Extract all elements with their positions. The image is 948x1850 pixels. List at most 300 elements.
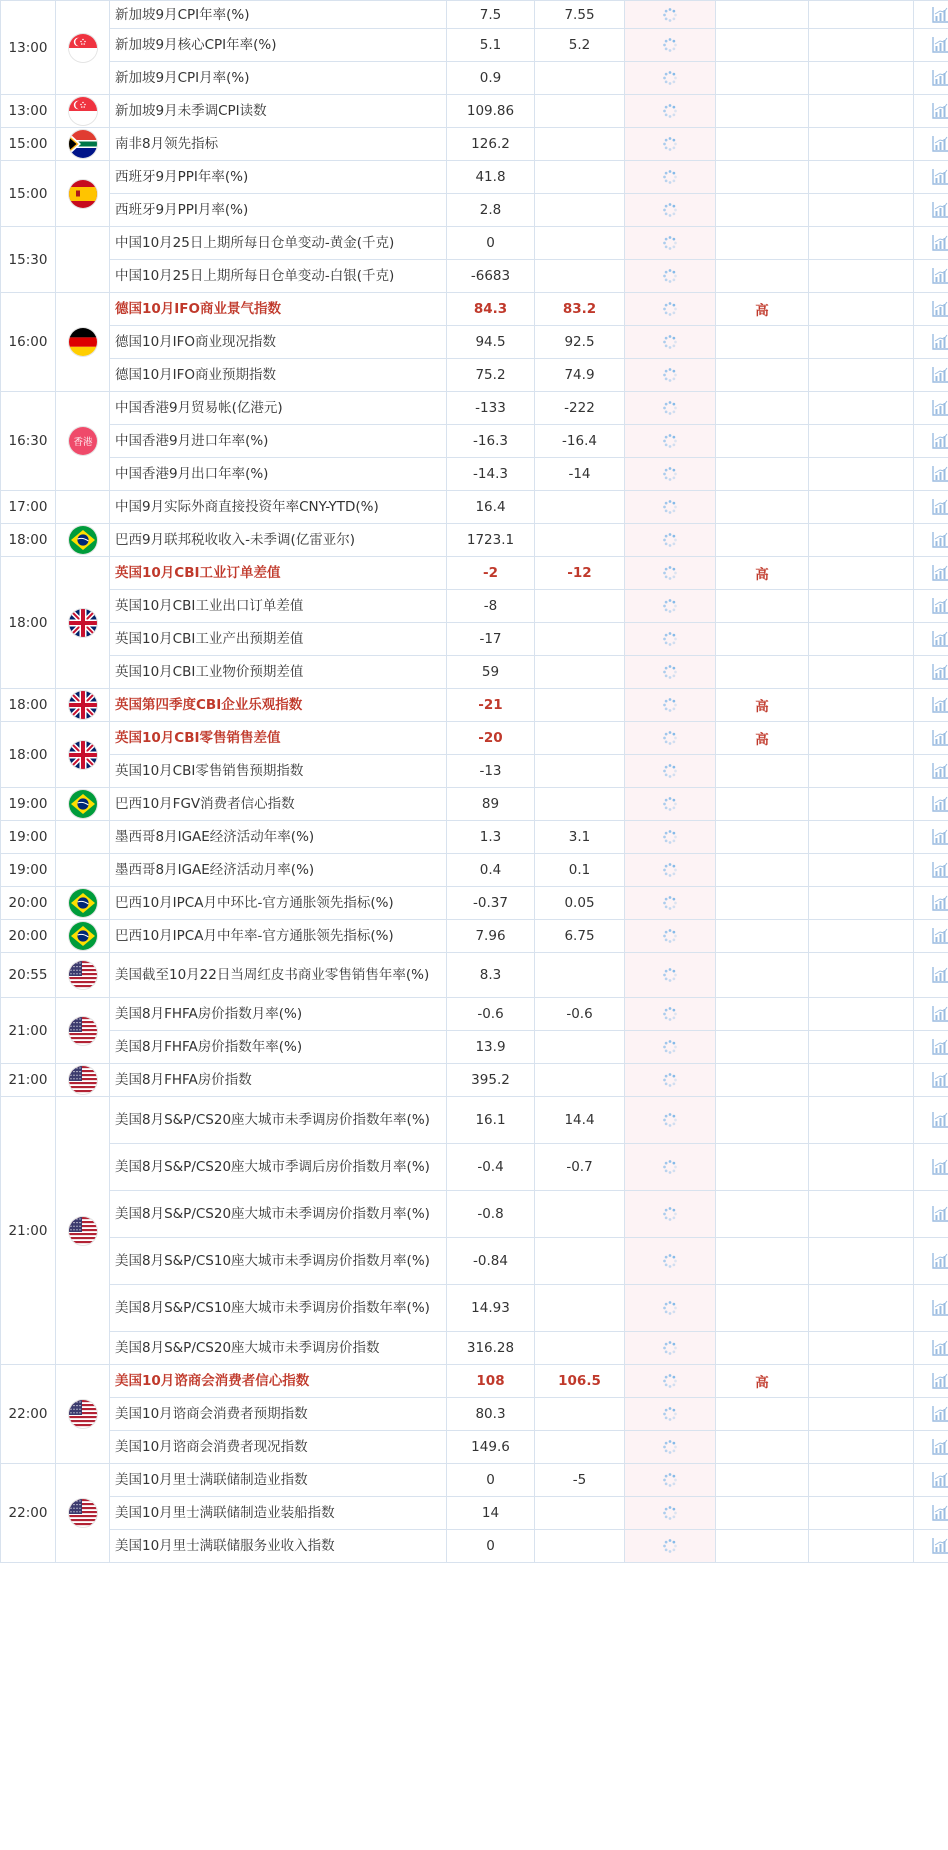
uk-flag-icon: [69, 691, 97, 719]
chart-icon[interactable]: [931, 1299, 948, 1317]
chart-icon[interactable]: [931, 1504, 948, 1522]
chart-icon[interactable]: [931, 366, 948, 384]
calendar-row: [1, 491, 948, 524]
previous-value: 126.2: [447, 128, 535, 161]
country-flag-cell: [56, 293, 110, 392]
event-name[interactable]: 西班牙9月PPI月率(%): [110, 194, 447, 227]
chart-icon[interactable]: [931, 399, 948, 417]
event-name[interactable]: 美国截至10月22日当周红皮书商业零售销售年率(%): [110, 953, 447, 998]
chart-cell[interactable]: [914, 1285, 948, 1332]
actual-value: [625, 953, 716, 998]
chart-cell[interactable]: [914, 689, 948, 722]
chart-cell[interactable]: [914, 788, 948, 821]
actual-value: [625, 1530, 716, 1563]
chart-cell[interactable]: [914, 854, 948, 887]
chart-cell[interactable]: [914, 1431, 948, 1464]
forecast-value: [535, 260, 625, 293]
chart-icon[interactable]: [931, 828, 948, 846]
forecast-value: [535, 194, 625, 227]
event-time: 18:00: [1, 689, 56, 722]
chart-cell[interactable]: [914, 62, 948, 95]
chart-cell[interactable]: [914, 755, 948, 788]
event-name[interactable]: 英国10月CBI零售销售预期指数: [110, 755, 447, 788]
calendar-row: [1, 161, 948, 194]
forecast-value: [535, 656, 625, 689]
event-name[interactable]: 美国8月S&P/CS10座大城市未季调房价指数年率(%): [110, 1285, 447, 1332]
interpretation-cell: [809, 524, 914, 557]
importance-badge: [716, 821, 809, 854]
chart-cell[interactable]: [914, 821, 948, 854]
chart-cell[interactable]: [914, 95, 948, 128]
previous-value: 41.8: [447, 161, 535, 194]
event-time: 15:30: [1, 227, 56, 293]
country-flag-cell: [56, 161, 110, 227]
chart-icon[interactable]: [931, 1372, 948, 1390]
loading-spinner-icon: [662, 598, 678, 614]
loading-spinner-icon: [662, 1439, 678, 1455]
previous-value: -16.3: [447, 425, 535, 458]
calendar-row: [1, 425, 948, 458]
chart-icon[interactable]: [931, 630, 948, 648]
actual-value: [625, 557, 716, 590]
singapore-flag-icon: [69, 34, 97, 62]
chart-icon[interactable]: [931, 1471, 948, 1489]
event-name[interactable]: 巴西10月FGV消费者信心指数: [110, 788, 447, 821]
loading-spinner-icon: [662, 7, 678, 23]
chart-cell[interactable]: [914, 128, 948, 161]
interpretation-cell: [809, 458, 914, 491]
importance-badge: [716, 128, 809, 161]
loading-spinner-icon: [662, 268, 678, 284]
calendar-row: [1, 1332, 948, 1365]
previous-value: 84.3: [447, 293, 535, 326]
event-name[interactable]: 墨西哥8月IGAE经济活动月率(%): [110, 854, 447, 887]
loading-spinner-icon: [662, 1300, 678, 1316]
actual-value: [625, 590, 716, 623]
us-flag-icon: [69, 1217, 97, 1245]
event-name[interactable]: 美国10月谘商会消费者信心指数: [110, 1365, 447, 1398]
event-name[interactable]: 新加坡9月核心CPI年率(%): [110, 29, 447, 62]
importance-badge: [716, 359, 809, 392]
loading-spinner-icon: [662, 730, 678, 746]
chart-cell[interactable]: [914, 359, 948, 392]
chart-icon[interactable]: [931, 1005, 948, 1023]
loading-spinner-icon: [662, 565, 678, 581]
chart-cell[interactable]: [914, 953, 948, 998]
importance-badge: [716, 1097, 809, 1144]
interpretation-cell: [809, 1031, 914, 1064]
forecast-value: [535, 1398, 625, 1431]
actual-value: [625, 1365, 716, 1398]
importance-badge: 高: [716, 689, 809, 722]
interpretation-cell: [809, 920, 914, 953]
chart-cell[interactable]: [914, 524, 948, 557]
forecast-value: -0.7: [535, 1144, 625, 1191]
actual-value: [625, 854, 716, 887]
interpretation-cell: [809, 194, 914, 227]
event-name[interactable]: 英国10月CBI零售销售差值: [110, 722, 447, 755]
calendar-row: [1, 623, 948, 656]
chart-icon[interactable]: [931, 861, 948, 879]
event-name[interactable]: 中国香港9月贸易帐(亿港元): [110, 392, 447, 425]
event-name[interactable]: 巴西9月联邦税收收入-未季调(亿雷亚尔): [110, 524, 447, 557]
event-name[interactable]: 美国10月里士满联储制造业指数: [110, 1464, 447, 1497]
chart-cell[interactable]: [914, 722, 948, 755]
chart-icon[interactable]: [931, 102, 948, 120]
previous-value: -0.84: [447, 1238, 535, 1285]
country-flag-cell: [56, 887, 110, 920]
interpretation-cell: [809, 95, 914, 128]
calendar-row: [1, 998, 948, 1031]
chart-icon[interactable]: [931, 795, 948, 813]
interpretation-cell: [809, 656, 914, 689]
actual-value: [625, 29, 716, 62]
forecast-value: -0.6: [535, 998, 625, 1031]
event-name[interactable]: 美国8月S&P/CS20座大城市未季调房价指数年率(%): [110, 1097, 447, 1144]
previous-value: 7.96: [447, 920, 535, 953]
chart-icon[interactable]: [931, 531, 948, 549]
chart-cell[interactable]: [914, 194, 948, 227]
event-time: 16:30: [1, 392, 56, 491]
event-time: 22:00: [1, 1464, 56, 1563]
calendar-row: [1, 95, 948, 128]
event-name[interactable]: 英国10月CBI工业订单差值: [110, 557, 447, 590]
forecast-value: [535, 1332, 625, 1365]
event-name[interactable]: 美国10月谘商会消费者预期指数: [110, 1398, 447, 1431]
event-time: 15:00: [1, 128, 56, 161]
actual-value: [625, 788, 716, 821]
chart-icon[interactable]: [931, 1537, 948, 1555]
chart-icon[interactable]: [931, 1405, 948, 1423]
previous-value: -20: [447, 722, 535, 755]
event-name[interactable]: 美国10月谘商会消费者现况指数: [110, 1431, 447, 1464]
interpretation-cell: [809, 491, 914, 524]
event-name[interactable]: 新加坡9月未季调CPI读数: [110, 95, 447, 128]
event-name[interactable]: 中国香港9月出口年率(%): [110, 458, 447, 491]
chart-icon[interactable]: [931, 1071, 948, 1089]
calendar-row: [1, 260, 948, 293]
country-flag-cell: [56, 491, 110, 524]
interpretation-cell: [809, 1238, 914, 1285]
chart-cell[interactable]: [914, 1064, 948, 1097]
forecast-value: [535, 1031, 625, 1064]
chart-icon[interactable]: [931, 729, 948, 747]
importance-badge: [716, 1064, 809, 1097]
chart-cell[interactable]: [914, 1464, 948, 1497]
calendar-row: [1, 392, 948, 425]
event-name[interactable]: 中国香港9月进口年率(%): [110, 425, 447, 458]
interpretation-cell: [809, 887, 914, 920]
country-flag-cell: [56, 1, 110, 95]
interpretation-cell: [809, 1144, 914, 1191]
calendar-row: [1, 1097, 948, 1144]
chart-icon[interactable]: [931, 333, 948, 351]
chart-icon[interactable]: [931, 1205, 948, 1223]
chart-cell[interactable]: [914, 1398, 948, 1431]
loading-spinner-icon: [662, 1253, 678, 1269]
previous-value: 1723.1: [447, 524, 535, 557]
event-name[interactable]: 巴西10月IPCA月中年率-官方通胀领先指标(%): [110, 920, 447, 953]
country-flag-cell: [56, 524, 110, 557]
chart-icon[interactable]: [931, 894, 948, 912]
interpretation-cell: [809, 227, 914, 260]
interpretation-cell: [809, 1464, 914, 1497]
chart-cell[interactable]: [914, 326, 948, 359]
event-name[interactable]: 美国8月S&P/CS20座大城市季调后房价指数月率(%): [110, 1144, 447, 1191]
spain-flag-icon: [69, 180, 97, 208]
chart-icon[interactable]: [931, 1339, 948, 1357]
previous-value: 0.4: [447, 854, 535, 887]
event-name[interactable]: 美国10月里士满联储制造业装船指数: [110, 1497, 447, 1530]
chart-icon[interactable]: [931, 135, 948, 153]
chart-icon[interactable]: [931, 696, 948, 714]
event-time: 15:00: [1, 161, 56, 227]
event-name[interactable]: 英国10月CBI工业物价预期差值: [110, 656, 447, 689]
chart-cell[interactable]: [914, 1497, 948, 1530]
previous-value: -17: [447, 623, 535, 656]
us-flag-icon: [69, 1066, 97, 1094]
previous-value: 0: [447, 1530, 535, 1563]
loading-spinner-icon: [662, 1072, 678, 1088]
forecast-value: 92.5: [535, 326, 625, 359]
importance-badge: [716, 95, 809, 128]
chart-icon[interactable]: [931, 1438, 948, 1456]
chart-cell[interactable]: [914, 161, 948, 194]
chart-icon[interactable]: [931, 663, 948, 681]
chart-cell[interactable]: [914, 1365, 948, 1398]
forecast-value: [535, 788, 625, 821]
event-name[interactable]: 美国8月S&P/CS10座大城市未季调房价指数月率(%): [110, 1238, 447, 1285]
event-name[interactable]: 美国8月FHFA房价指数年率(%): [110, 1031, 447, 1064]
country-flag-cell: [56, 1464, 110, 1563]
us-flag-icon: [69, 1499, 97, 1527]
germany-flag-icon: [69, 328, 97, 356]
country-flag-cell: [56, 689, 110, 722]
event-name[interactable]: 德国10月IFO商业现况指数: [110, 326, 447, 359]
chart-icon[interactable]: [931, 1038, 948, 1056]
importance-badge: [716, 590, 809, 623]
forecast-value: [535, 689, 625, 722]
chart-icon[interactable]: [931, 498, 948, 516]
south-africa-flag-icon: [69, 130, 97, 158]
forecast-value: [535, 95, 625, 128]
forecast-value: 6.75: [535, 920, 625, 953]
importance-badge: [716, 755, 809, 788]
loading-spinner-icon: [662, 433, 678, 449]
loading-spinner-icon: [662, 895, 678, 911]
loading-spinner-icon: [662, 334, 678, 350]
chart-cell[interactable]: [914, 1, 948, 29]
importance-badge: [716, 1497, 809, 1530]
event-name[interactable]: 英国10月CBI工业产出预期差值: [110, 623, 447, 656]
event-time: 16:00: [1, 293, 56, 392]
chart-icon[interactable]: [931, 1252, 948, 1270]
interpretation-cell: [809, 62, 914, 95]
calendar-row: [1, 293, 948, 326]
event-name[interactable]: 美国8月FHFA房价指数: [110, 1064, 447, 1097]
importance-badge: [716, 161, 809, 194]
event-name[interactable]: 墨西哥8月IGAE经济活动年率(%): [110, 821, 447, 854]
event-time: 19:00: [1, 854, 56, 887]
chart-icon[interactable]: [931, 1158, 948, 1176]
actual-value: [625, 293, 716, 326]
chart-icon[interactable]: [931, 234, 948, 252]
interpretation-cell: [809, 326, 914, 359]
chart-cell[interactable]: [914, 458, 948, 491]
previous-value: 108: [447, 1365, 535, 1398]
loading-spinner-icon: [662, 367, 678, 383]
chart-cell[interactable]: [914, 1191, 948, 1238]
chart-cell[interactable]: [914, 623, 948, 656]
chart-cell[interactable]: [914, 1238, 948, 1285]
country-flag-cell: [56, 953, 110, 998]
event-name[interactable]: 英国第四季度CBI企业乐观指数: [110, 689, 447, 722]
event-name[interactable]: 南非8月领先指标: [110, 128, 447, 161]
interpretation-cell: [809, 1285, 914, 1332]
us-flag-icon: [69, 961, 97, 989]
chart-icon[interactable]: [931, 267, 948, 285]
calendar-row: [1, 1530, 948, 1563]
loading-spinner-icon: [662, 1006, 678, 1022]
forecast-value: 83.2: [535, 293, 625, 326]
brazil-flag-icon: [69, 526, 97, 554]
event-name[interactable]: 中国10月25日上期所每日仓单变动-白银(千克): [110, 260, 447, 293]
interpretation-cell: [809, 788, 914, 821]
importance-badge: [716, 260, 809, 293]
chart-cell[interactable]: [914, 887, 948, 920]
previous-value: 7.5: [447, 1, 535, 29]
chart-icon[interactable]: [931, 966, 948, 984]
actual-value: [625, 260, 716, 293]
actual-value: [625, 1097, 716, 1144]
loading-spinner-icon: [662, 1406, 678, 1422]
chart-cell[interactable]: [914, 920, 948, 953]
chart-icon[interactable]: [931, 762, 948, 780]
event-name[interactable]: 西班牙9月PPI年率(%): [110, 161, 447, 194]
previous-value: 0: [447, 227, 535, 260]
event-name[interactable]: 美国8月S&P/CS20座大城市未季调房价指数月率(%): [110, 1191, 447, 1238]
calendar-row: [1, 689, 948, 722]
actual-value: [625, 425, 716, 458]
calendar-row: [1, 128, 948, 161]
event-name[interactable]: 德国10月IFO商业预期指数: [110, 359, 447, 392]
loading-spinner-icon: [662, 37, 678, 53]
interpretation-cell: [809, 1191, 914, 1238]
chart-icon[interactable]: [931, 201, 948, 219]
chart-cell[interactable]: [914, 425, 948, 458]
event-name[interactable]: 巴西10月IPCA月中环比-官方通胀领先指标(%): [110, 887, 447, 920]
country-flag-cell: [56, 1365, 110, 1464]
event-name[interactable]: 中国9月实际外商直接投资年率CNY-YTD(%): [110, 491, 447, 524]
chart-cell[interactable]: [914, 1097, 948, 1144]
event-name[interactable]: 美国8月S&P/CS20座大城市未季调房价指数: [110, 1332, 447, 1365]
event-time: 18:00: [1, 722, 56, 788]
calendar-row: [1, 29, 948, 62]
loading-spinner-icon: [662, 1472, 678, 1488]
importance-badge: [716, 998, 809, 1031]
event-name[interactable]: 英国10月CBI工业出口订单差值: [110, 590, 447, 623]
country-flag-cell: [56, 128, 110, 161]
chart-cell[interactable]: [914, 557, 948, 590]
chart-cell[interactable]: [914, 998, 948, 1031]
importance-badge: [716, 920, 809, 953]
forecast-value: [535, 755, 625, 788]
chart-icon[interactable]: [931, 300, 948, 318]
chart-cell[interactable]: [914, 227, 948, 260]
event-time: 20:55: [1, 953, 56, 998]
previous-value: 5.1: [447, 29, 535, 62]
previous-value: 13.9: [447, 1031, 535, 1064]
chart-cell[interactable]: [914, 656, 948, 689]
previous-value: 0: [447, 1464, 535, 1497]
actual-value: [625, 1, 716, 29]
calendar-row: [1, 755, 948, 788]
loading-spinner-icon: [662, 763, 678, 779]
country-flag-cell: [56, 788, 110, 821]
actual-value: [625, 458, 716, 491]
forecast-value: [535, 1285, 625, 1332]
loading-spinner-icon: [662, 829, 678, 845]
chart-cell[interactable]: [914, 590, 948, 623]
loading-spinner-icon: [662, 664, 678, 680]
chart-icon[interactable]: [931, 168, 948, 186]
chart-cell[interactable]: [914, 491, 948, 524]
importance-badge: [716, 788, 809, 821]
loading-spinner-icon: [662, 301, 678, 317]
event-name[interactable]: 美国10月里士满联储服务业收入指数: [110, 1530, 447, 1563]
chart-icon[interactable]: [931, 36, 948, 54]
chart-icon[interactable]: [931, 6, 948, 24]
chart-icon[interactable]: [931, 465, 948, 483]
calendar-row: [1, 722, 948, 755]
country-flag-cell: [56, 854, 110, 887]
event-name[interactable]: 新加坡9月CPI年率(%): [110, 1, 447, 29]
calendar-row: [1, 1464, 948, 1497]
chart-cell[interactable]: [914, 1530, 948, 1563]
loading-spinner-icon: [662, 928, 678, 944]
event-name[interactable]: 美国8月FHFA房价指数月率(%): [110, 998, 447, 1031]
chart-cell[interactable]: [914, 1144, 948, 1191]
chart-icon[interactable]: [931, 564, 948, 582]
actual-value: [625, 1144, 716, 1191]
event-name[interactable]: 新加坡9月CPI月率(%): [110, 62, 447, 95]
loading-spinner-icon: [662, 631, 678, 647]
interpretation-cell: [809, 1530, 914, 1563]
chart-cell[interactable]: [914, 1332, 948, 1365]
event-name[interactable]: 德国10月IFO商业景气指数: [110, 293, 447, 326]
chart-cell[interactable]: [914, 1031, 948, 1064]
chart-icon[interactable]: [931, 927, 948, 945]
chart-cell[interactable]: [914, 29, 948, 62]
calendar-row: [1, 227, 948, 260]
chart-cell[interactable]: [914, 293, 948, 326]
event-name[interactable]: 中国10月25日上期所每日仓单变动-黄金(千克): [110, 227, 447, 260]
forecast-value: 7.55: [535, 1, 625, 29]
chart-icon[interactable]: [931, 597, 948, 615]
calendar-row: [1, 920, 948, 953]
chart-cell[interactable]: [914, 392, 948, 425]
country-flag-cell: [56, 95, 110, 128]
chart-cell[interactable]: [914, 260, 948, 293]
chart-icon[interactable]: [931, 432, 948, 450]
chart-icon[interactable]: [931, 1111, 948, 1129]
loading-spinner-icon: [662, 1340, 678, 1356]
event-time: 19:00: [1, 821, 56, 854]
forecast-value: [535, 590, 625, 623]
previous-value: -6683: [447, 260, 535, 293]
chart-icon[interactable]: [931, 69, 948, 87]
actual-value: [625, 1464, 716, 1497]
